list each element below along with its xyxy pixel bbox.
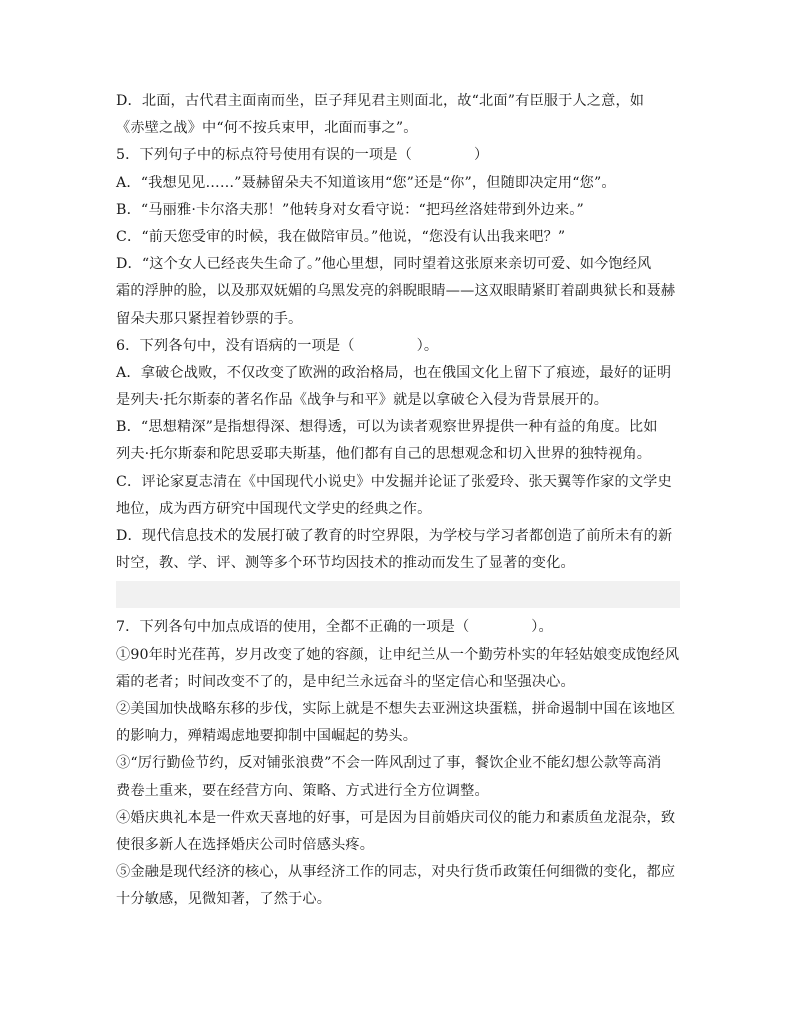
sentence-5-line-1: ⑤金融是现代经济的核心，从事经济工作的同志，对央行货币政策任何细微的变化，都应 [116, 864, 676, 881]
sentence-4-line-1: ④婚庆典礼本是一件欢天喜地的好事，可是因为目前婚庆司仪的能力和素质鱼龙混杂，致 [116, 809, 676, 826]
question-5-option-d-line-1: D．“这个女人已经丧失生命了。”他心里想，同时望着这张原来亲切可爱、如今饱经风 [116, 256, 652, 273]
question-6-close: ）。 [416, 337, 439, 354]
question-5-stem [116, 142, 680, 169]
sentence-1-line-2: 霜的老者；时间改变不了的，是申纪兰永远奋斗的坚定信心和坚强决心。 [116, 673, 575, 690]
sentence-2-line-1: ②美国加快战略东移的步伐，实际上就是不想失去亚洲这块蛋糕，拼命遏制中国在该地区 [116, 700, 676, 717]
question-7-stem [116, 614, 680, 641]
section-divider-band [116, 581, 680, 608]
sentence-3-line-2: 费卷土重来，要在经营方向、策略、方式进行全方位调整。 [116, 782, 489, 799]
sentence-4-line-2: 使很多新人在选择婚庆公司时倍感头疼。 [116, 836, 375, 853]
question-6-option-c-line-1: C．评论家夏志清在《中国现代小说史》中发掘并论证了张爱玲、张天翼等作家的文学史 [116, 473, 672, 490]
question-7-close: ）。 [531, 619, 553, 636]
question-5-option-c: C．“前天您受审的时候，我在做陪审员。”他说，“您没有认出我来吧？” [116, 228, 566, 245]
question-7-text: 7．下列各句中加点成语的使用，全都不正确的一项是（ [116, 619, 470, 636]
sentence-3-line-1: ③“厉行勤俭节约，反对铺张浪费”不会一阵风刮过了事，餐饮企业不能幻想公款等高消 [116, 755, 662, 772]
question-6-option-a-line-2: 是列夫·托尔斯泰的著名作品《战争与和平》就是以拿破仑入侵为背景展开的。 [116, 392, 609, 409]
question-6-option-d-line-1: D．现代信息技术的发展打破了教育的时空界限，为学校与学习者都创造了前所未有的新 [116, 528, 673, 544]
question-6-option-b-line-1: B．“思想精深”是指想得深、想得透，可以为读者观察世界提供一种有益的角度。比如 [116, 419, 658, 436]
sentence-1-line-1: ①90年时光荏苒，岁月改变了她的容颜，让申纪兰从一个勤劳朴实的年轻姑娘变成饱经风 [116, 646, 680, 663]
question-5-option-b: B．“马丽雅·卡尔洛夫那！”他转身对女看守说：“把玛丝洛娃带到外边来。” [116, 201, 584, 218]
question-5-option-d-line-2: 霜的浮肿的脸，以及那双妩媚的乌黑发亮的斜睨眼睛——这双眼睛紧盯着副典狱长和聂赫 [116, 283, 676, 300]
sentence-2-line-2: 的影响力，殚精竭虑地要抑制中国崛起的势头。 [116, 728, 418, 745]
question-5-option-d-line-3: 留朵夫那只紧捏着钞票的手。 [116, 310, 303, 327]
question-6-stem [116, 333, 680, 360]
question-6-option-c-line-2: 地位，成为西方研究中国现代文学史的经典之作。 [116, 500, 432, 517]
option-d-prev-line-2: 《赤壁之战》中“何不按兵束甲，北面而事之”。 [116, 120, 418, 137]
sentence-5-line-2: 十分敏感，见微知著，了然于心。 [116, 891, 332, 908]
question-6-option-d-line-2: 时空，教、学、评、测等多个环节均因技术的推动而发生了显著的变化。 [116, 555, 575, 572]
exam-document [116, 88, 680, 913]
question-6-text: 6．下列各句中，没有语病的一项是（ [116, 337, 355, 354]
question-5-option-a: A．“我想见见……”聂赫留朵夫不知道该用“您”还是“你”，但随即决定用“您”。 [116, 174, 616, 191]
question-5-text: 5．下列句子中的标点符号使用有误的一项是（ [116, 147, 412, 164]
question-5-close: ） [473, 147, 489, 164]
question-6-option-a-line-1: A．拿破仑战败，不仅改变了欧洲的政治格局，也在俄国文化上留下了痕迹，最好的证明 [116, 364, 672, 381]
question-6-option-b-line-2: 列夫·托尔斯泰和陀思妥耶夫斯基，他们都有自己的思想观念和切入世界的独特视角。 [116, 446, 652, 463]
option-d-prev-line-1: D．北面，古代君主面南而坐，臣子拜见君主则面北，故“北面”有臣服于人之意，如 [116, 93, 645, 109]
